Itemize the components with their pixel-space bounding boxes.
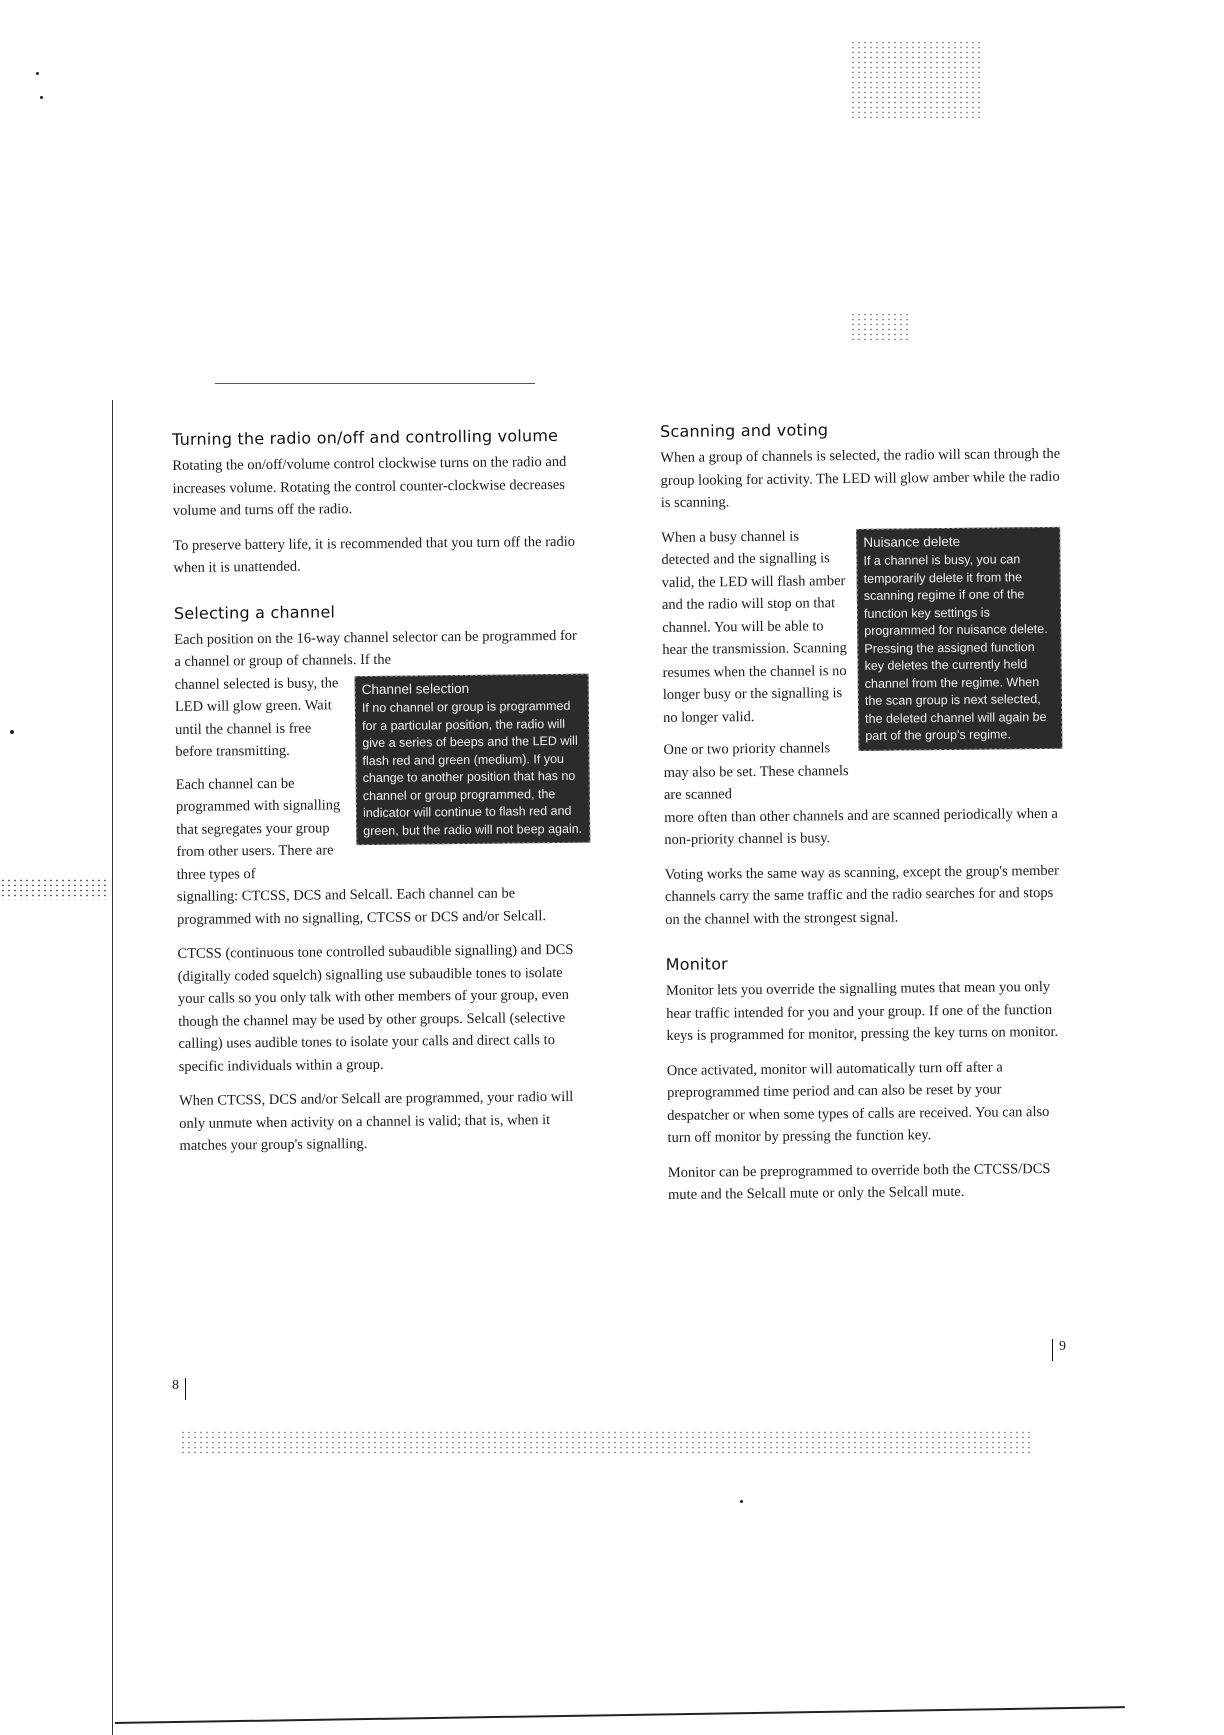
paragraph: Rotating the on/off/volume control clockwise turns on the radio and increases volume. Rotating the control counter-clockwise decreases volume and turns off the radio.	[172, 453, 567, 519]
paragraph: Once activated, monitor will automatically turn off after a preprogrammed time period and can also be reset by your despatcher or when some types of calls are received. You can also turn off monitor by pressing the function key.	[666, 1058, 1050, 1146]
paragraph: channel selected is busy, the LED will glow green. Wait until the channel is free before transmitting.	[174, 674, 339, 760]
split-block	[175, 669, 582, 886]
split-block	[661, 522, 1064, 806]
callout-text: If no channel or group is programmed for a particular position, the radio will give a series of beeps and the LED will flash red and green (medium). If you change to another position that has no channel or group programmed, the indicator will continue to flash red and green, but the radio will not beep again.	[361, 698, 583, 838]
paragraph: One or two priority channels may also be set. These channels are scanned	[663, 740, 849, 803]
page-number-left: 8	[172, 1378, 186, 1400]
left-page-column	[172, 426, 585, 1182]
heading-scanning-voting: Scanning and voting	[660, 420, 829, 441]
paragraph: When a busy channel is detected and the signalling is valid, the LED will flash amber and the radio will stop on that channel. You will be able to hear the transmission. Scanning resumes when the channel is no longer busy or the signalling is no longer valid.	[661, 528, 847, 726]
right-page-column	[660, 418, 1068, 1231]
scan-speck	[36, 72, 39, 75]
callout-text: If a channel is busy, you can temporarily delete it from the scanning regime if one of the function key settings is programmed for nuisance delete. Pressing the assigned function key deletes the currently held channel from the regime. When the scan group is next selected, the deleted channel will again be part of the group's regime.	[863, 552, 1048, 743]
paragraph: Each position on the 16-way channel selector can be programmed for a channel or group of channels. If the	[174, 627, 577, 670]
paragraph: signalling: CTCSS, DCS and Selcall. Each channel can be programmed with no signalling, CTCSS or DCS and/or Selcall.	[176, 885, 547, 928]
paragraph: CTCSS (continuous tone controlled subaudible signalling) and DCS (digitally coded squelch) signalling use subaudible tones to isolate your calls so you only talk with other members of your group, even though the channel may be used by other groups. Selcall (selective calling) uses audible tones to isolate your calls and direct calls to specific individuals within a group.	[177, 941, 574, 1075]
heading-selecting-channel: Selecting a channel	[173, 601, 336, 623]
paragraph: Each channel can be programmed with signalling that segregates your group from other users. There are three types of	[175, 775, 341, 883]
section-scanning-voting	[660, 418, 1065, 931]
scan-noise-top	[850, 40, 980, 120]
scan-noise-mid	[850, 312, 910, 342]
paragraph: When a group of channels is selected, the radio will scan through the group looking for activity. The LED will glow amber while the radio is scanning.	[660, 445, 1061, 511]
top-rule	[215, 383, 535, 384]
callout-title: Nuisance delete	[863, 533, 961, 550]
scan-speck	[10, 730, 14, 734]
callout-channel-selection	[355, 673, 591, 845]
paragraph: Monitor can be preprogrammed to override both the CTCSS/DCS mute and the Selcall mute or only the Selcall mute.	[667, 1160, 1051, 1203]
split-text	[661, 525, 849, 807]
callout-nuisance-delete	[856, 526, 1062, 750]
paragraph: To preserve battery life, it is recommended that you turn off the radio when it is unattended.	[173, 533, 576, 576]
paragraph: more often than other channels and are scanned periodically when a non-priority channel is busy.	[664, 805, 1058, 848]
callout-title: Channel selection	[361, 680, 470, 697]
split-text	[175, 672, 347, 886]
heading-power-volume: Turning the radio on/off and controlling volume	[172, 425, 559, 449]
section-monitor	[666, 951, 1069, 1207]
section-power-volume	[172, 426, 579, 580]
scan-speck	[40, 96, 43, 99]
scan-noise-left	[0, 878, 110, 900]
section-selecting-channel	[174, 599, 585, 1157]
page-number-right: 9	[1052, 1339, 1066, 1361]
paragraph: Monitor lets you override the signalling mutes that mean you only hear traffic intended for you and your group. If one of the function keys is programmed for monitor, pressing the key turns on monitor.	[665, 978, 1059, 1044]
paragraph: When CTCSS, DCS and/or Selcall are programmed, your radio will only unmute when activity on a channel is valid; that is, when it matches your group's signalling.	[178, 1088, 574, 1154]
paragraph: Voting works the same way as scanning, except the group's member channels carry the same traffic and the radio searches for and stops on the channel with the strongest signal.	[664, 862, 1059, 928]
heading-monitor: Monitor	[665, 954, 729, 974]
